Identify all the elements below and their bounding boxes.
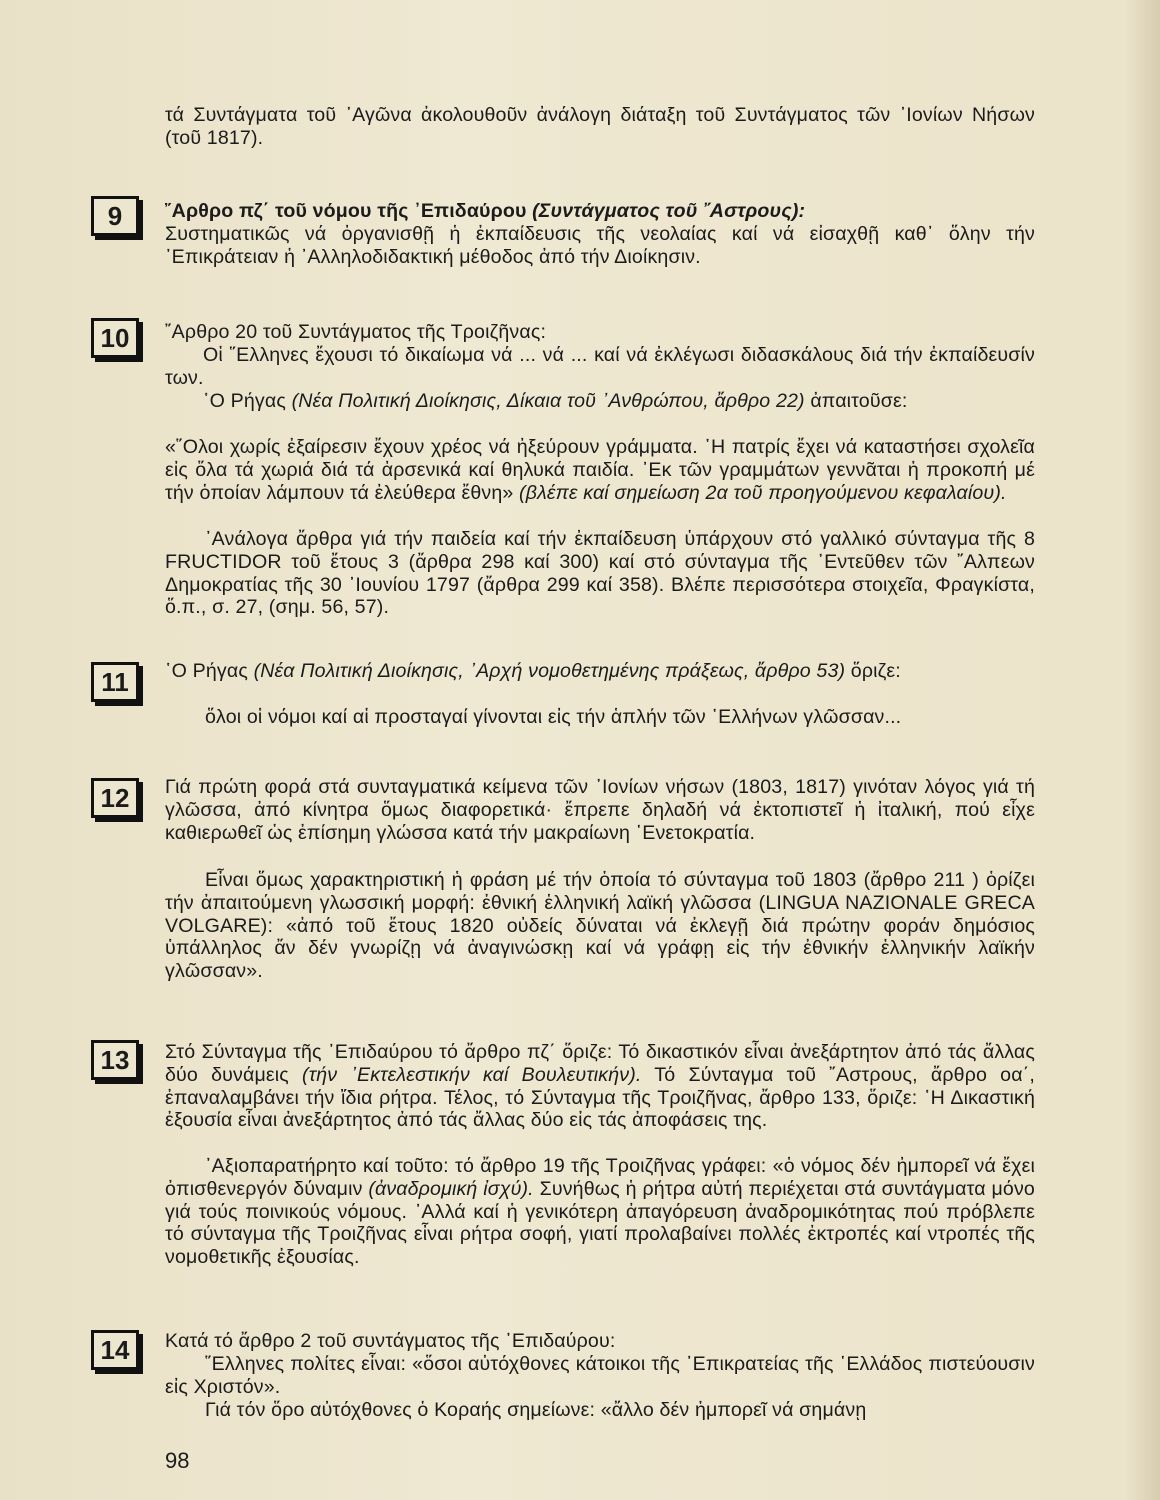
note-10-p3: ᾿Ανάλογα ἄρθρα γιά τήν παιδεία καί τήν ἐκπαίδευση ὑπάρχουν στό γαλλικό σύνταγμα τῆς 8 FRUCTIDOR τοῦ ἔτους 3 (ἄρθρα 298 καί 300) καί στό σύνταγμα τῆς ᾿Εντεῦθεν τῶν ῎Αλπεων Δημοκρατίας τῆς 30 ᾿Ιουνίου 1797 (ἄρθρα 299 καί 358). Βλέπε περισσότερα στοιχεῖα, Φραγκίστα, ὅ.π., σ. 27, (σημ. 56, 57). [165, 528, 1035, 619]
note-14-p1: Κατά τό ἄρθρο 2 τοῦ συντάγματος τῆς ᾿Επιδαύρου: [165, 1330, 616, 1352]
note-10-p2 [165, 390, 1035, 413]
note-10-heading: ῎Αρθρο 20 τοῦ Συντάγματος τῆς Τροιζῆνας: [165, 321, 547, 343]
note-9-heading: ῎Αρθρο πζ΄ τοῦ νόμου τῆς ᾿Επιδαύρου [165, 200, 527, 222]
note-10-quote-note: (βλέπε καί σημείωση 2α τοῦ προηγούμενου κεφαλαίου). [519, 481, 1007, 504]
note-10-quote [165, 436, 1035, 504]
note-13-p2 [165, 1155, 1035, 1269]
note-11-p1-b: ὅριζε: [850, 660, 901, 682]
note-number-13: 13 [91, 1040, 139, 1080]
note-11-quote: ὅλοι οἱ νόμοι καί αἱ προσταγαί γίνονται εἰς τήν ἁπλήν τῶν ῾Ελλήνων γλῶσσαν... [205, 706, 902, 728]
note-13-p2-a: ᾿Αξιοπαρατήρητο καί τοῦτο: τό ἄρθρο 19 τῆς Τροιζῆνας γράφει: «ὁ νόμος δέν ἠμπορεῖ νά ἔχει ὀπισθενεργόν δύναμιν [165, 1155, 1035, 1200]
note-number-10: 10 [91, 318, 139, 358]
note-number-14: 14 [91, 1330, 139, 1370]
note-13-p1-b: Τό Σύνταγμα τοῦ ῎Αστρους, ἄρθρο οα΄, ἐπαναλαμβάνει τήν ἴδια ρήτρα. Τέλος, τό Σύνταγμα τῆς Τροιζῆνας, ἄρθρο 133, ὅριζε: ῾Η Δικαστική ἐξουσία εἶναι ἀνεξάρτητος ἀπό τάς ἄλλας δύο εἰς τάς ἀποφάσεις της. [165, 1063, 1035, 1132]
note-number-12: 12 [91, 778, 139, 818]
note-number-11: 11 [91, 662, 139, 702]
note-13-p2-b: Συνήθως ἡ ρήτρα αὐτή περιέχεται στά συντάγματα μόνο γιά τούς ποινικούς νόμους. ᾿Αλλά καί ἡ γενικότερη ἀπαγόρευση ἀναδρομικότητας πού πρόβλεπε τό σύνταγμα τῆς Τροιζῆνας εἶναι ρήτρα σοφή, γιατί προλαβαίνει πολλές ἐκτροπές καί ντροπές τῆς νομοθετικῆς ἐξουσίας. [165, 1177, 1035, 1269]
note-number-9: 9 [91, 196, 139, 236]
page-number: 98 [165, 1448, 190, 1473]
note-9-body: Συστηματικῶς νά ὀργανισθῇ ἡ ἐκπαίδευσις τῆς νεολαίας καί νά εἰσαχθῇ καθ᾿ ὅλην τήν ᾿Επικράτειαν ἡ ᾿Αλληλοδιδακτική μέθοδος ἀπό τήν Διοίκησιν. [165, 222, 1035, 268]
page-edge-shadow [1126, 0, 1160, 1500]
note-13-p1-a: Στό Σύνταγμα τῆς ᾿Επιδαύρου τό ἄρθρο πζ΄ ὅριζε: Τό δικαστικόν εἶναι ἀνεξάρτητον ἀπό τάς ἄλλας δύο δυνάμεις [165, 1041, 1035, 1086]
note-10-p2-a: ῾Ο Ρήγας [203, 390, 286, 412]
intro-paragraph: τά Συντάγματα τοῦ ᾿Αγῶνα ἀκολουθοῦν ἀνάλογη διάταξη τοῦ Συντάγματος τῶν ᾿Ιονίων Νήσων (τοῦ 1817). [165, 104, 1035, 149]
note-13-p2-italic: (ἀναδρομική ἰσχύ). [368, 1177, 534, 1200]
note-13-p1-italic: (τήν ᾿Εκτελεστικήν καί Βουλευτικήν). [302, 1063, 642, 1086]
note-14-p3: Γιά τόν ὅρο αὐτόχθονες ὁ Κοραής σημείωνε: «ἄλλο δέν ἠμπορεῖ νά σημάνῃ [205, 1399, 867, 1421]
note-11-p1 [165, 660, 1035, 683]
note-10-quote-text: «῞Ολοι χωρίς ἐξαίρεσιν ἔχουν χρέος νά ἠξεύρουν γράμματα. ῾Η πατρίς ἔχει νά καταστήσει σχολεῖα εἰς ὅλα τά χωριά διά τά ἀρσενικά καί θηλυκά παιδία. ᾿Εκ τῶν γραμμάτων γεννᾶται ἡ προκοπή μέ τήν ὁποίαν λάμπουν τά ἐλεύθερα ἔθνη» [165, 436, 1035, 504]
note-10-p2-italic: (Νέα Πολιτική Διοίκησις, Δίκαια τοῦ ᾿Ανθρώπου, ἄρθρο 22) [291, 390, 805, 412]
note-14-p2: ῞Ελληνες πολίτες εἶναι: «ὅσοι αὐτόχθονες κάτοικοι τῆς ᾿Επικρατείας τῆς ῾Ελλάδος πιστεύουσιν εἰς Χριστόν». [165, 1353, 1035, 1398]
note-11-p1-italic: (Νέα Πολιτική Διοίκησις, ᾿Αρχή νομοθετημένης πράξεως, ἄρθρο 53) [253, 660, 846, 682]
note-12-p2: Εἶναι ὅμως χαρακτηριστική ἡ φράση μέ τήν ὁποία τό σύνταγμα τοῦ 1803 (ἄρθρο 211 ) ὁρίζει τήν ἀπαιτούμενη γλωσσική μορφή: ἐθνική ἑλληνική λαϊκή γλῶσσα (LINGUA NAZIONALE GRECA VOLGARE): «ἀπό τοῦ ἔτους 1820 οὐδείς δύναται νά ἐκλεγῇ διά πρώτην φοράν δημόσιος ὑπάλληλος ἄν δέν γνωρίζῃ νά ἀναγινώσκῃ καί νά γράφῃ εἰς τήν ἐθνικήν ἑλληνικήν λαϊκήν γλῶσσαν». [165, 869, 1035, 983]
note-9-heading-italic: (Συντάγματος τοῦ ῎Αστρους): [532, 200, 806, 222]
note-12-p1: Γιά πρώτη φορά στά συνταγματικά κείμενα τῶν ᾿Ιονίων νήσων (1803, 1817) γινόταν λόγος γιά τή γλῶσσα, ἀπό κίνητρα ὅμως διαφορετικά· ἔπρεπε δηλαδή νά ἐκτοπιστεῖ ἡ ἰταλική, πού εἶχε καθιερωθεῖ ὡς ἐπίσημη γλώσσα κατά τήν μακραίωνη ῾Ενετοκρατία. [165, 776, 1035, 844]
note-10-p1 [165, 344, 1035, 390]
note-9-text [165, 200, 1035, 268]
note-10-p1-text: Οἱ ῞Ελληνες ἔχουσι τό δικαίωμα νά ... νά ... καί νά ἐκλέγωσι διδασκάλους διά τήν ἐκπαίδευσίν των. [165, 344, 1035, 389]
note-13-p1 [165, 1041, 1035, 1132]
note-10-p2-b: ἀπαιτοῦσε: [810, 390, 908, 412]
note-11-p1-a: ῾Ο Ρήγας [165, 660, 248, 682]
